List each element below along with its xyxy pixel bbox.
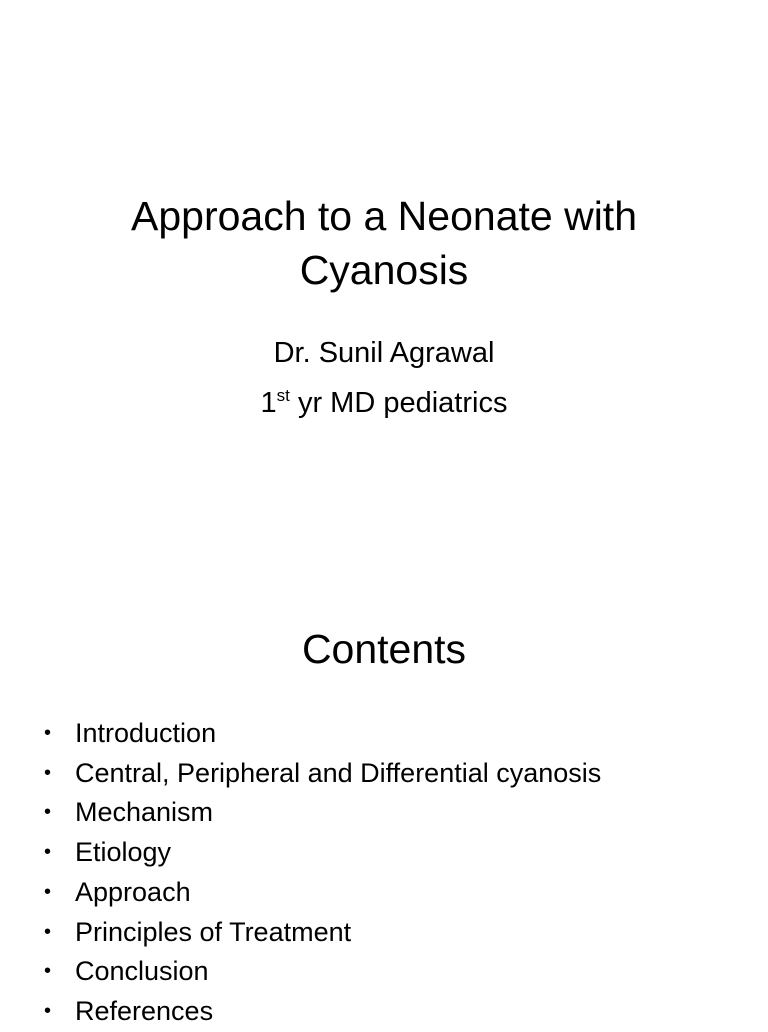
author-year [0, 378, 768, 428]
presentation-title [0, 189, 768, 297]
list-item-text: Introduction [75, 718, 217, 748]
presenter-info [0, 328, 768, 428]
bullet-icon: • [44, 999, 52, 1022]
author-name: Dr. Sunil Agrawal [273, 337, 495, 369]
title-line-1: Approach to a Neonate with [131, 193, 637, 239]
year-number: 1 [260, 387, 277, 419]
contents-slide [0, 576, 768, 1024]
title-line-2: Cyanosis [299, 247, 469, 293]
list-item [44, 793, 601, 833]
list-item-text: Approach [75, 876, 191, 907]
bullet-icon: • [44, 801, 52, 824]
bullet-icon: • [44, 920, 52, 943]
list-item [44, 754, 601, 794]
list-item-text: Principles of Treatment [75, 916, 352, 947]
bullet-icon: • [44, 960, 52, 983]
contents-title: Contents [301, 626, 467, 672]
list-item [44, 873, 601, 913]
list-item-text: Central, Peripheral and Differential cyanosis [75, 757, 602, 788]
list-item [44, 714, 601, 754]
list-item-text: Etiology [75, 837, 172, 868]
list-item [44, 833, 601, 873]
list-item-text: References [75, 995, 214, 1026]
list-item-text: Mechanism [75, 797, 214, 828]
bullet-icon: • [44, 761, 52, 784]
list-item [44, 913, 601, 953]
year-rest: yr MD pediatrics [289, 387, 508, 419]
bullet-icon: • [44, 880, 52, 903]
bullet-icon: • [44, 722, 52, 744]
list-item [44, 992, 601, 1032]
bullet-icon: • [44, 841, 52, 864]
list-item-text: Conclusion [75, 956, 209, 987]
contents-list [44, 714, 601, 1032]
year-suffix: st [276, 386, 290, 405]
list-item [44, 952, 601, 992]
